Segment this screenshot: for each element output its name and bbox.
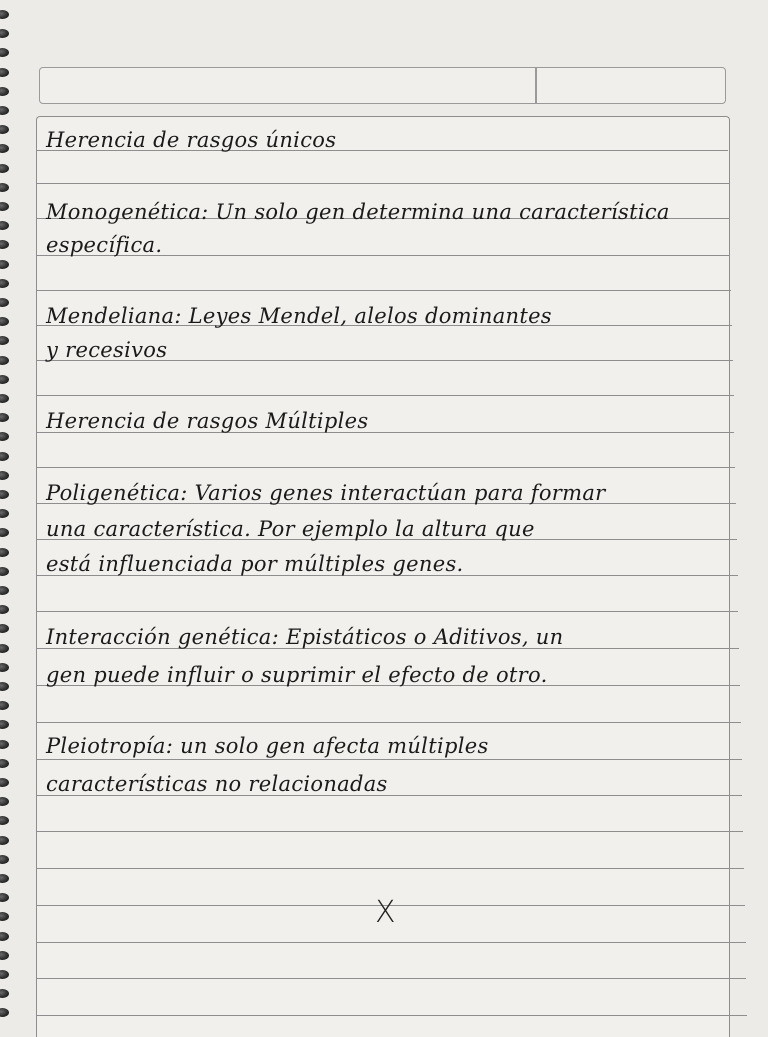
note-line: específica.: [46, 233, 163, 257]
spiral-ring: [0, 144, 9, 153]
ruled-line: [36, 467, 735, 468]
spiral-ring: [0, 932, 9, 941]
note-line: está influenciada por múltiples genes.: [46, 552, 464, 576]
spiral-ring: [0, 644, 9, 653]
spiral-ring: [0, 816, 9, 825]
spiral-ring: [0, 989, 9, 998]
heading-single-traits: Herencia de rasgos únicos: [46, 128, 337, 152]
spiral-ring: [0, 797, 9, 806]
spiral-ring: [0, 874, 9, 883]
spiral-ring: [0, 240, 9, 249]
header-divider: [535, 68, 537, 103]
spiral-ring: [0, 893, 9, 902]
ruled-line: [36, 942, 746, 943]
note-line: Pleiotropía: un solo gen afecta múltiples: [46, 734, 489, 758]
spiral-ring: [0, 720, 9, 729]
note-line: Mendeliana: Leyes Mendel, alelos dominantes: [46, 304, 552, 328]
note-line: una característica. Por ejemplo la altura que: [46, 517, 535, 541]
spiral-ring: [0, 490, 9, 499]
spiral-ring: [0, 375, 9, 384]
spiral-ring: [0, 970, 9, 979]
spiral-ring: [0, 509, 9, 518]
spiral-ring: [0, 29, 9, 38]
ruled-line: [36, 611, 738, 612]
spiral-ring: [0, 164, 9, 173]
spiral-ring: [0, 317, 9, 326]
note-line: Poligenética: Varios genes interactúan para formar: [46, 481, 606, 505]
heading-multiple-traits: Herencia de rasgos Múltiples: [46, 409, 369, 433]
spiral-ring: [0, 528, 9, 537]
spiral-ring: [0, 855, 9, 864]
spiral-ring: [0, 912, 9, 921]
ruled-line: [36, 868, 744, 869]
spiral-ring: [0, 663, 9, 672]
spiral-ring: [0, 759, 9, 768]
spiral-ring: [0, 336, 9, 345]
ruled-line: [36, 183, 729, 184]
note-line: y recesivos: [46, 338, 168, 362]
spiral-ring: [0, 432, 9, 441]
spiral-ring: [0, 298, 9, 307]
spiral-binding: [0, 0, 14, 1024]
spiral-ring: [0, 394, 9, 403]
spiral-ring: [0, 260, 9, 269]
spiral-ring: [0, 10, 9, 19]
spiral-ring: [0, 221, 9, 230]
spiral-ring: [0, 202, 9, 211]
spiral-ring: [0, 836, 9, 845]
spiral-ring: [0, 740, 9, 749]
spiral-ring: [0, 567, 9, 576]
spiral-ring: [0, 279, 9, 288]
spiral-ring: [0, 48, 9, 57]
spiral-ring: [0, 951, 9, 960]
ruled-line: [36, 978, 746, 979]
note-line: Interacción genética: Epistáticos o Aditivos, un: [46, 625, 564, 649]
note-line: características no relacionadas: [46, 772, 388, 796]
note-line: Monogenética: Un solo gen determina una característica: [46, 200, 670, 224]
ruled-line: [36, 1015, 747, 1016]
ruled-line: [36, 759, 742, 760]
spiral-ring: [0, 183, 9, 192]
ruled-line: [36, 722, 741, 723]
ruled-line: [36, 395, 734, 396]
ruled-line: [36, 290, 731, 291]
spiral-ring: [0, 452, 9, 461]
spiral-ring: [0, 87, 9, 96]
spiral-ring: [0, 778, 9, 787]
spiral-ring: [0, 548, 9, 557]
spiral-ring: [0, 682, 9, 691]
spiral-ring: [0, 68, 9, 77]
spiral-ring: [0, 1008, 9, 1017]
spiral-ring: [0, 356, 9, 365]
note-line: gen puede influir o suprimir el efecto de otro.: [46, 663, 548, 687]
spiral-ring: [0, 586, 9, 595]
spiral-ring: [0, 605, 9, 614]
spiral-ring: [0, 624, 9, 633]
ruled-line: [36, 831, 743, 832]
spiral-ring: [0, 471, 9, 480]
spiral-ring: [0, 413, 9, 422]
spiral-ring: [0, 701, 9, 710]
spiral-ring: [0, 106, 9, 115]
header-box: [39, 67, 726, 104]
end-mark: X: [375, 895, 396, 930]
spiral-ring: [0, 125, 9, 134]
